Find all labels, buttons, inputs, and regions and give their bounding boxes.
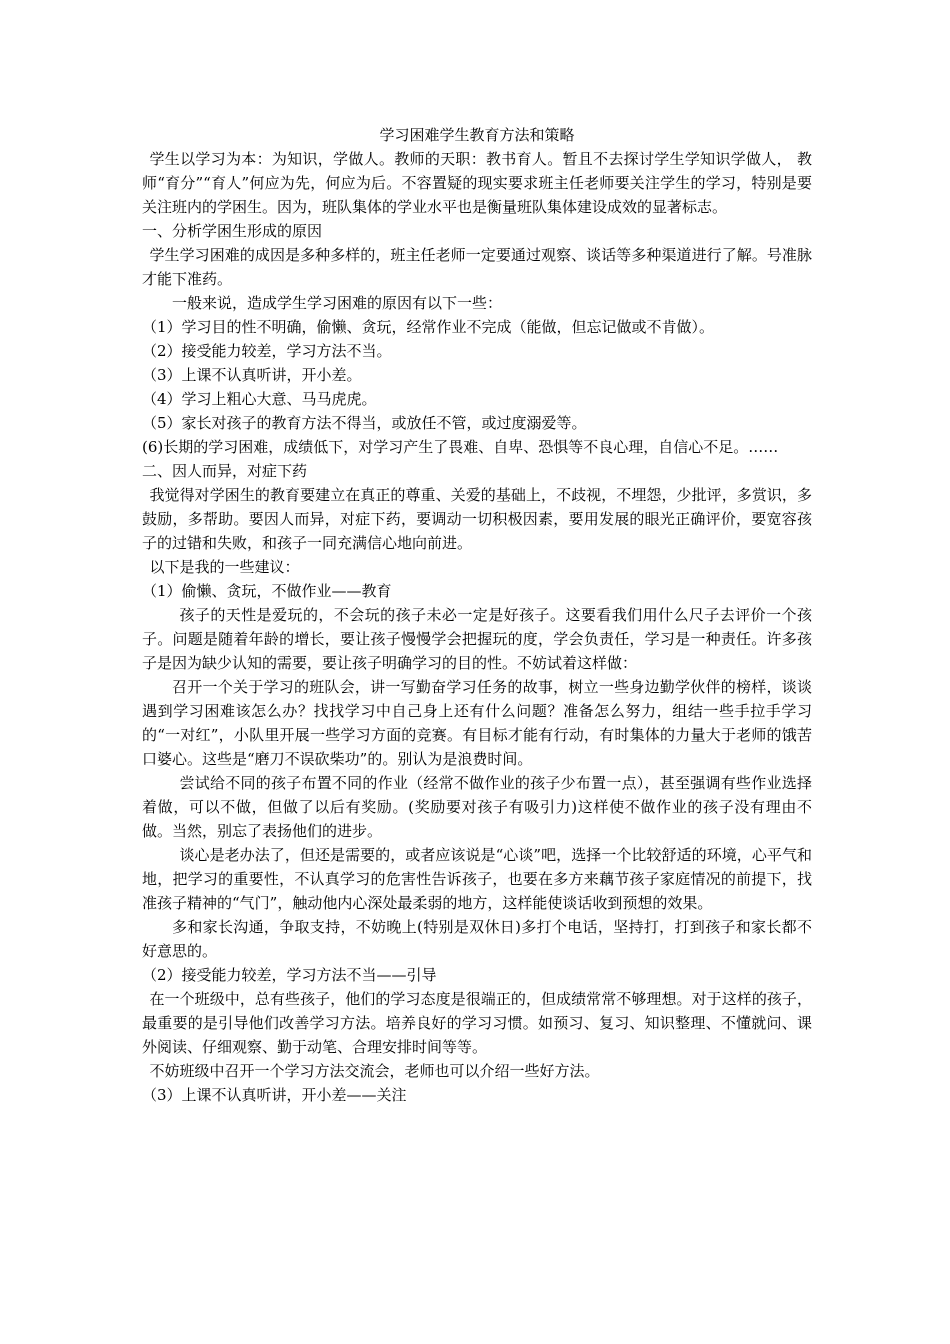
paragraph: 不妨班级中召开一个学习方法交流会，老师也可以介绍一些好方法。	[149, 1062, 600, 1080]
document-body	[142, 123, 812, 1107]
paragraph-list	[142, 147, 812, 1107]
paragraph: （3）上课不认真听讲，开小差。	[142, 366, 362, 384]
paragraph: 学生学习困难的成因是多种多样的，班主任老师一定要通过观察、谈话等多种渠道进行了解。号准脉才能下准药。	[142, 246, 812, 288]
paragraph: （1）偷懒、贪玩，不做作业——教育	[142, 582, 392, 600]
paragraph: 孩子的天性是爱玩的，不会玩的孩子未必一定是好孩子。这要看我们用什么尺子去评价一个孩子。问题是随着年龄的增长，要让孩子慢慢学会把握玩的度，学会负责任，学习是一种责任。许多孩子是因为缺少认知的需要，要让孩子明确学习的目的性。不妨试着这样做：	[142, 606, 812, 672]
paragraph: 多和家长沟通，争取支持，不妨晚上(特别是双休日)多打个电话，坚持打，打到孩子和家长都不好意思的。	[142, 918, 812, 960]
paragraph: （2）接受能力较差，学习方法不当。	[142, 342, 392, 360]
paragraph: 以下是我的一些建议：	[149, 558, 300, 576]
paragraph: 二、因人而异，对症下药	[142, 462, 308, 480]
document-title: 学习困难学生教育方法和策略	[379, 126, 575, 144]
paragraph: 一、分析学困生形成的原因	[142, 222, 323, 240]
paragraph: 召开一个关于学习的班队会，讲一写勤奋学习任务的故事，树立一些身边勤学伙伴的榜样，谈谈遇到学习困难该怎么办？找找学习中自己身上还有什么问题？准备怎么努力，组结一些手拉手学习的“一对红”，小队里开展一些学习方面的竞赛。有目标才能有行动，有时集体的力量大于老师的饿苦口婆心。这些是“磨刀不误砍柴功”的。别认为是浪费时间。	[142, 678, 812, 768]
paragraph: （2）接受能力较差，学习方法不当——引导	[142, 966, 437, 984]
paragraph: （3）上课不认真听讲，开小差——关注	[142, 1086, 407, 1104]
paragraph: 尝试给不同的孩子布置不同的作业（经常不做作业的孩子少布置一点），甚至强调有些作业选择着做，可以不做，但做了以后有奖励。(奖励要对孩子有吸引力)这样使不做作业的孩子没有理由不做。当然，别忘了表扬他们的进步。	[142, 774, 812, 840]
paragraph: (6)长期的学习困难，成绩低下，对学习产生了畏难、自卑、恐惧等不良心理，自信心不足。……	[142, 438, 779, 456]
paragraph: （5）家长对孩子的教育方法不得当，或放任不管，或过度溺爱等。	[142, 414, 587, 432]
paragraph: （1）学习目的性不明确，偷懒、贪玩，经常作业不完成（能做，但忘记做或不肯做）。	[142, 318, 715, 336]
paragraph: 在一个班级中，总有些孩子，他们的学习态度是很端正的，但成绩常常不够理想。对于这样的孩子，最重要的是引导他们改善学习方法。培养良好的学习习惯。如预习、复习、知识整理、不懂就问、课外阅读、仔细观察、勤于动笔、合理安排时间等等。	[142, 990, 812, 1056]
paragraph: 谈心是老办法了，但还是需要的，或者应该说是“心谈”吧，选择一个比较舒适的环境，心平气和地，把学习的重要性，不认真学习的危害性告诉孩子，也要在多方来藕节孩子家庭情况的前提下，找准孩子精神的“气门”，触动他内心深处最柔弱的地方，这样能使谈话收到预想的效果。	[142, 846, 812, 912]
paragraph: （4）学习上粗心大意、马马虎虎。	[142, 390, 377, 408]
paragraph: 我觉得对学困生的教育要建立在真正的尊重、关爱的基础上，不歧视，不埋怨，少批评，多赏识，多鼓励，多帮助。要因人而异，对症下药，要调动一切积极因素，要用发展的眼光正确评价，要宽容孩子的过错和失败，和孩子一同充满信心地向前进。	[142, 486, 812, 552]
paragraph: 一般来说，造成学生学习困难的原因有以下一些：	[172, 294, 503, 312]
paragraph: 学生以学习为本：为知识，学做人。教师的天职：教书育人。暂且不去探讨学生学知识学做人， 教师“育分”“育人”何应为先，何应为后。不容置疑的现实要求班主任老师要关注学生的学习，特别是要关注班内的学困生。因为，班队集体的学业水平也是衡量班队集体建设成效的显著标志。	[142, 150, 812, 216]
